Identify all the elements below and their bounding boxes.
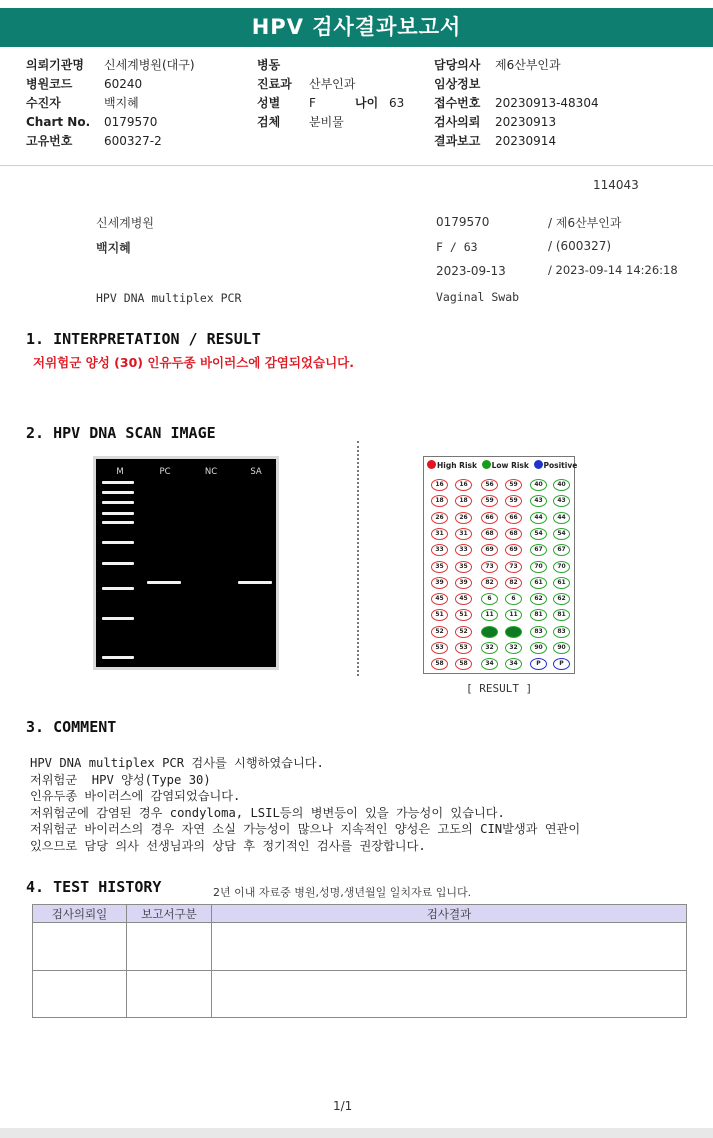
meta-sex-age: F / 63 (436, 240, 478, 254)
lane-label-pc: PC (159, 467, 171, 477)
chip-probe-11: 11 (505, 609, 522, 621)
value-specimen: 분비물 (309, 115, 344, 129)
chip-probe-11: 11 (481, 609, 498, 621)
value-chart-no: 0179570 (104, 115, 158, 129)
label-ward: 병동 (257, 58, 281, 72)
chip-probe-62: 62 (530, 593, 547, 605)
chip-probe-73: 73 (481, 561, 498, 573)
chip-probe-26: 26 (455, 512, 472, 524)
lane-label-nc: NC (204, 467, 218, 477)
comment-line: 저위험군 바이러스의 경우 자연 소실 가능성이 많으나 지속적인 양성은 고도의 CIN발생과 연관이 (30, 822, 581, 836)
chip-probe-68: 68 (481, 528, 498, 540)
comment-line: 인유두종 바이러스에 감염되었습니다. (30, 789, 241, 803)
label-chart-no: Chart No. (26, 115, 91, 129)
label-receipt-no: 접수번호 (434, 96, 481, 110)
chip-probe-61: 61 (530, 577, 547, 589)
meta-patient: 백지혜 (96, 241, 131, 255)
chip-probe-43: 43 (530, 495, 547, 507)
comment-text (30, 755, 580, 854)
col-result: 검사결과 (212, 905, 687, 923)
chip-caption: [ RESULT ] (466, 682, 533, 695)
low-risk-dot-icon (482, 460, 491, 469)
meta-specimen: Vaginal Swab (436, 290, 520, 304)
chip-probe-34: 34 (481, 658, 498, 670)
chip-probe-18: 18 (455, 495, 472, 507)
lane-label-sa: SA (250, 467, 262, 477)
chip-probe-70: 70 (553, 561, 570, 573)
chip-probe-52: 52 (431, 626, 448, 638)
label-patient: 수진자 (26, 96, 61, 110)
value-doctor: 제6산부인과 (495, 58, 561, 72)
chip-probe-6: 6 (505, 593, 522, 605)
meta-datetime: / 2023-09-14 14:26:18 (548, 263, 678, 277)
chip-probe-58: 58 (455, 658, 472, 670)
chip-probe-90: 90 (530, 642, 547, 654)
value-receipt-no: 20230913-48304 (495, 96, 599, 110)
chip-probe-66: 66 (505, 512, 522, 524)
info-left (26, 55, 246, 150)
chip-probe-16: 16 (455, 479, 472, 491)
footer-bar (0, 1128, 713, 1138)
chip-probe-83: 83 (530, 626, 547, 638)
label-report-date: 결과보고 (434, 134, 481, 148)
page-number: 1/1 (333, 1099, 353, 1113)
label-clinical-info: 임상정보 (434, 77, 481, 91)
chip-probe-32: 32 (505, 642, 522, 654)
value-patient: 백지혜 (104, 96, 139, 110)
chip-probe-P: P (530, 658, 547, 670)
chip-probe-40: 40 (553, 479, 570, 491)
chip-probe-35: 35 (455, 561, 472, 573)
high-risk-dot-icon (427, 460, 436, 469)
ladder-band (102, 617, 134, 620)
chip-probe-39: 39 (455, 577, 472, 589)
header-divider (0, 165, 713, 166)
chip-probe-30: 30 (481, 626, 498, 638)
chip-probe-59: 59 (505, 495, 522, 507)
chip-probe-51: 51 (431, 609, 448, 621)
chip-probe-43: 43 (553, 495, 570, 507)
chip-probe-52: 52 (455, 626, 472, 638)
gel-electrophoresis-image (93, 456, 279, 670)
chip-probe-51: 51 (455, 609, 472, 621)
chip-probe-81: 81 (553, 609, 570, 621)
chip-probe-58: 58 (431, 658, 448, 670)
label-age: 나이 (355, 96, 379, 110)
comment-line: 저위험군 HPV 양성(Type 30) (30, 772, 211, 787)
positive-dot-icon (534, 460, 543, 469)
lane-label-m: M (116, 467, 124, 477)
section-interpretation-title: 1. INTERPRETATION / RESULT (26, 330, 261, 348)
chip-probe-59: 59 (505, 479, 522, 491)
chip-legend (427, 460, 577, 470)
chip-probe-54: 54 (530, 528, 547, 540)
chip-probe-82: 82 (505, 577, 522, 589)
legend-low-risk: Low Risk (491, 461, 529, 470)
chip-probe-67: 67 (530, 544, 547, 556)
chip-probe-67: 67 (553, 544, 570, 556)
chip-probe-81: 81 (530, 609, 547, 621)
meta-id: / (600327) (548, 239, 612, 253)
ladder-band (102, 656, 134, 659)
chip-probe-18: 18 (431, 495, 448, 507)
chip-probe-31: 31 (431, 528, 448, 540)
chip-probe-61: 61 (553, 577, 570, 589)
test-history-table (32, 904, 687, 1018)
hpv-chip-result (423, 456, 578, 674)
chip-probe-69: 69 (481, 544, 498, 556)
table-row (33, 923, 687, 970)
chip-probe-39: 39 (431, 577, 448, 589)
chip-probe-P: P (553, 658, 570, 670)
chip-probe-35: 35 (431, 561, 448, 573)
ladder-band (102, 481, 134, 484)
chip-probe-33: 33 (431, 544, 448, 556)
label-unique-no: 고유번호 (26, 134, 73, 148)
meta-date: 2023-09-13 (436, 264, 506, 278)
col-report-type: 보고서구분 (127, 905, 212, 923)
test-history-note: 2년 이내 자료중 병원,성명,생년월일 일치자료 입니다. (213, 886, 472, 899)
value-requesting-hospital: 신세계병원(대구) (104, 58, 195, 72)
chip-probe-73: 73 (505, 561, 522, 573)
chip-probe-53: 53 (431, 642, 448, 654)
info-right (434, 55, 634, 150)
chip-probe-90: 90 (553, 642, 570, 654)
chip-probe-33: 33 (455, 544, 472, 556)
value-unique-no: 600327-2 (104, 134, 162, 148)
chip-probe-31: 31 (455, 528, 472, 540)
value-sex: F (309, 96, 316, 110)
image-divider (357, 441, 359, 676)
chip-probe-62: 62 (553, 593, 570, 605)
chip-probe-53: 53 (455, 642, 472, 654)
ladder-band (102, 512, 134, 515)
band-sa (238, 581, 272, 584)
ladder-band (102, 587, 134, 590)
meta-dept: / 제6산부인과 (548, 216, 622, 230)
chip-probe-56: 56 (481, 479, 498, 491)
value-report-date: 20230914 (495, 134, 557, 148)
meta-hospital: 신세계병원 (96, 216, 154, 230)
chip-probe-82: 82 (481, 577, 498, 589)
meta-test-name: HPV DNA multiplex PCR (96, 291, 242, 305)
info-middle (257, 55, 427, 131)
report-title: HPV 검사결과보고서 (0, 8, 713, 47)
ladder-band (102, 521, 134, 524)
chip-probe-26: 26 (431, 512, 448, 524)
value-hospital-code: 60240 (104, 77, 143, 91)
legend-positive: Positive (543, 461, 578, 470)
chip-probe-40: 40 (530, 479, 547, 491)
value-request-date: 20230913 (495, 115, 557, 129)
chip-probe-59: 59 (481, 495, 498, 507)
chip-probe-68: 68 (505, 528, 522, 540)
label-requesting-hospital: 의뢰기관명 (26, 58, 84, 72)
label-sex: 성별 (257, 96, 281, 110)
chip-probe-69: 69 (505, 544, 522, 556)
report-code: 114043 (593, 178, 639, 192)
value-age: 63 (389, 96, 405, 110)
chip-probe-32: 32 (481, 642, 498, 654)
section-comment-title: 3. COMMENT (26, 718, 117, 736)
chip-probe-45: 45 (431, 593, 448, 605)
comment-line: HPV DNA multiplex PCR 검사를 시행하였습니다. (30, 756, 324, 770)
chip-probe-44: 44 (530, 512, 547, 524)
legend-high-risk: High Risk (437, 461, 477, 470)
chip-probe-6: 6 (481, 593, 498, 605)
comment-line: 있으므로 담당 의사 선생님과의 상담 후 정기적인 검사를 권장합니다. (30, 838, 426, 853)
label-doctor: 담당의사 (434, 58, 481, 72)
meta-chart: 0179570 (436, 215, 490, 229)
chip-probe-83: 83 (553, 626, 570, 638)
chip-probe-34: 34 (505, 658, 522, 670)
label-hospital-code: 병원코드 (26, 77, 73, 91)
chip-probe-44: 44 (553, 512, 570, 524)
interpretation-result: 저위험군 양성 (30) 인유두종 바이러스에 감염되었습니다. (33, 355, 354, 370)
ladder-band (102, 541, 134, 544)
chip-probe-16: 16 (431, 479, 448, 491)
chip-probe-54: 54 (553, 528, 570, 540)
label-specimen: 검체 (257, 115, 281, 129)
chip-probe-45: 45 (455, 593, 472, 605)
band-pc (147, 581, 181, 584)
label-department: 진료과 (257, 77, 292, 91)
col-request-date: 검사의뢰일 (33, 905, 127, 923)
table-row (33, 970, 687, 1017)
ladder-band (102, 562, 134, 565)
ladder-band (102, 501, 134, 504)
ladder-band (102, 491, 134, 494)
value-department: 산부인과 (309, 77, 356, 91)
section-scan-image-title: 2. HPV DNA SCAN IMAGE (26, 424, 216, 442)
chip-probe-66: 66 (481, 512, 498, 524)
chip-probe-70: 70 (530, 561, 547, 573)
chip-probe-30: 30 (505, 626, 522, 638)
section-test-history-title: 4. TEST HISTORY (26, 878, 162, 896)
label-request-date: 검사의뢰 (434, 115, 481, 129)
comment-line: 저위험군에 감염된 경우 condyloma, LSIL등의 병변등이 있을 가능성이 있습니다. (30, 805, 505, 820)
